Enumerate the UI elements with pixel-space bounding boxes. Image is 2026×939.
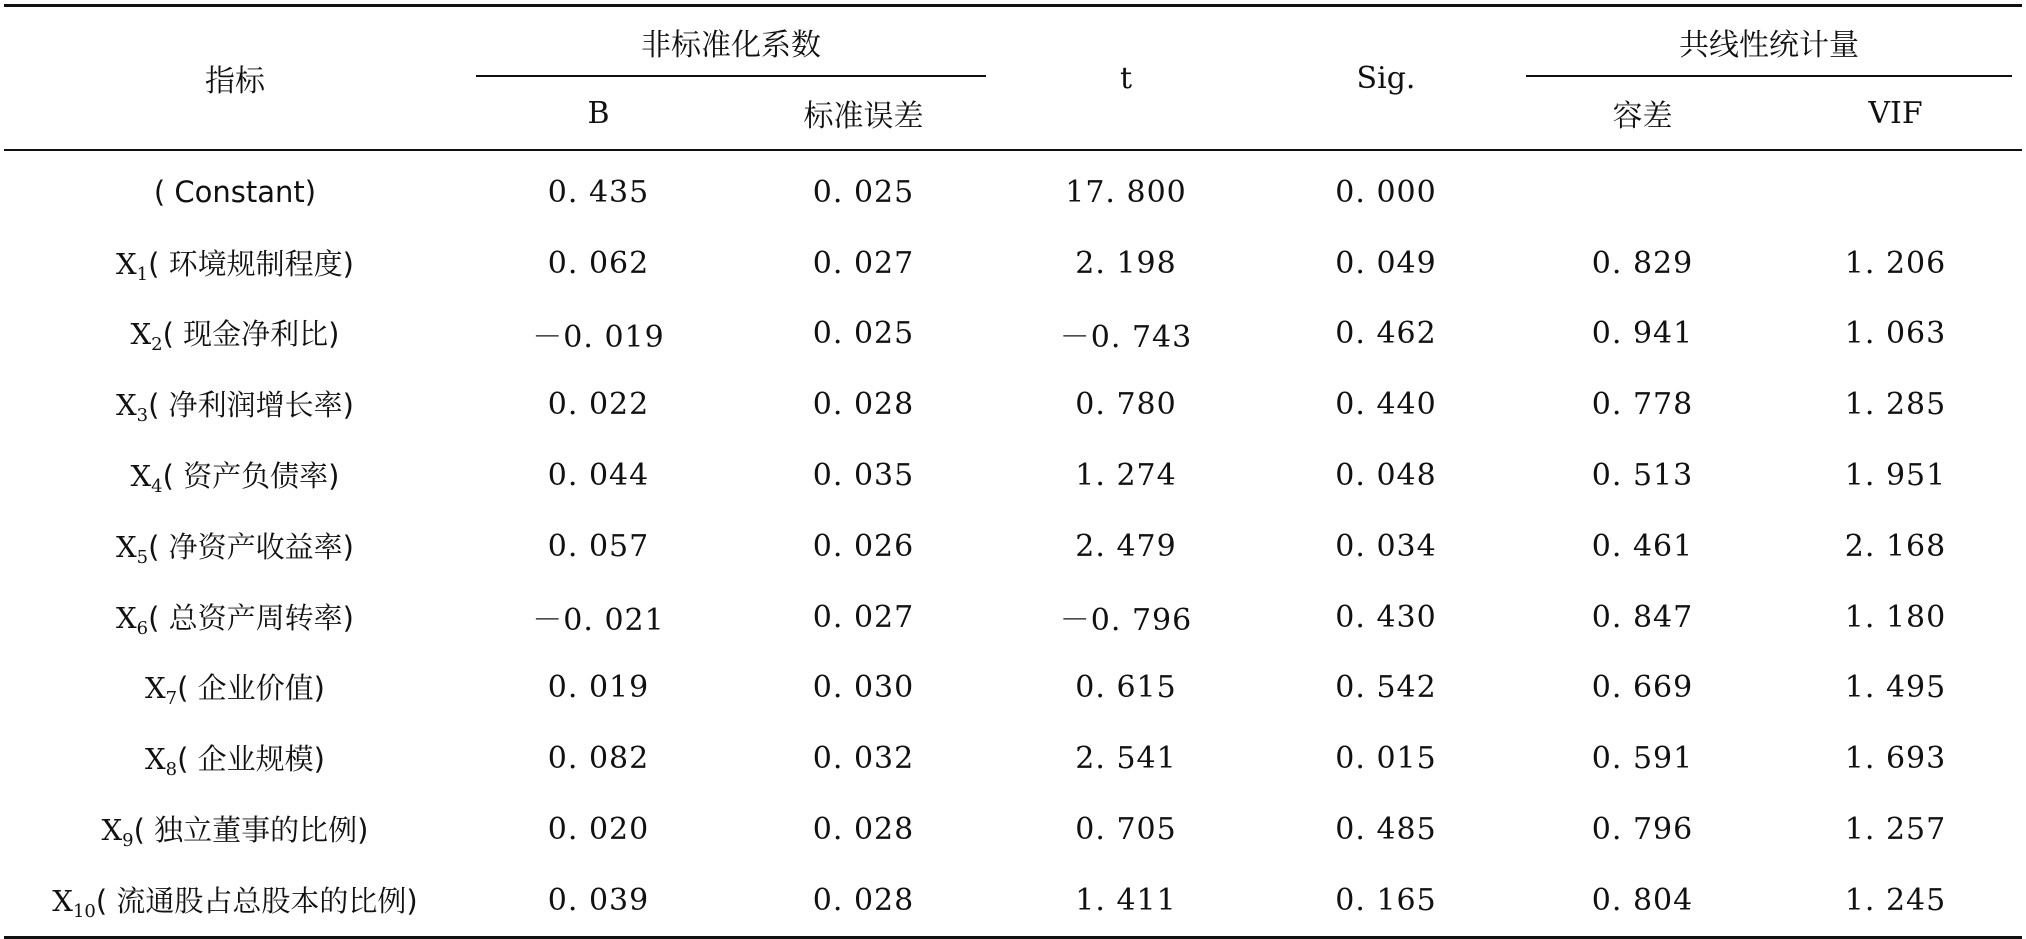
b-value: 0. 082 xyxy=(547,741,650,777)
indicator-name: ( Constant) xyxy=(153,175,317,210)
tolerance-header: 容差 xyxy=(1516,77,1769,150)
tolerance-value: 0. 669 xyxy=(1591,670,1694,706)
header-rule xyxy=(476,75,986,77)
table-row xyxy=(4,228,2022,299)
t-header: t xyxy=(996,6,1256,151)
tolerance-value: 0. 513 xyxy=(1591,458,1694,494)
indicator-cell xyxy=(4,299,466,370)
tolerance-value: 0. 796 xyxy=(1591,812,1694,848)
vif-value: 1. 245 xyxy=(1769,865,2022,937)
t-value: 0. 705 xyxy=(1075,812,1177,848)
variable-symbol: X xyxy=(116,600,137,635)
indicator-name: ( 现金净利比) xyxy=(162,317,340,352)
table-row xyxy=(4,369,2022,440)
indicator-cell xyxy=(4,228,466,299)
collinearity-statistics-label: 共线性统计量 xyxy=(1679,28,1859,63)
b-header: B xyxy=(466,77,731,150)
tolerance-value: 0. 461 xyxy=(1591,528,1694,564)
variable-subscript: 8 xyxy=(165,759,178,781)
table-row xyxy=(4,653,2022,724)
sig-value: 0. 430 xyxy=(1335,599,1437,635)
t-value: －0. 743 xyxy=(1059,319,1193,355)
b-value: 0. 435 xyxy=(547,174,650,210)
unstandardized-coefficients-header xyxy=(466,6,996,78)
variable-symbol: X xyxy=(116,246,137,281)
variable-subscript: 7 xyxy=(165,688,178,710)
indicator-name: ( 独立董事的比例) xyxy=(133,813,369,848)
indicator-cell xyxy=(4,653,466,724)
t-value: －0. 796 xyxy=(1059,603,1193,639)
variable-subscript: 10 xyxy=(72,900,96,922)
tolerance-value: 0. 847 xyxy=(1591,599,1694,635)
table-row xyxy=(4,440,2022,511)
variable-subscript: 3 xyxy=(136,405,149,427)
std-error-value: 0. 025 xyxy=(812,316,915,352)
vif-value: 1. 495 xyxy=(1844,670,1947,706)
t-value: 2. 198 xyxy=(1075,245,1177,281)
indicator-cell xyxy=(4,369,466,440)
std-error-value: 0. 028 xyxy=(812,387,915,423)
table-row xyxy=(4,582,2022,653)
std-error-value: 0. 026 xyxy=(812,528,915,564)
variable-subscript: 4 xyxy=(151,476,163,498)
variable-subscript: 5 xyxy=(136,546,149,568)
std-error-value: 0. 028 xyxy=(812,812,915,848)
vif-value: 1. 285 xyxy=(1844,387,1947,423)
table-row xyxy=(4,150,2022,228)
t-value: 1. 411 xyxy=(996,865,1256,937)
table-body xyxy=(4,150,2022,937)
unstandardized-coefficients-label: 非标准化系数 xyxy=(641,28,821,63)
collinearity-statistics-header xyxy=(1516,6,2022,78)
sig-value: 0. 542 xyxy=(1335,670,1437,706)
t-value: 17. 800 xyxy=(1065,174,1187,210)
std-error-value: 0. 027 xyxy=(812,599,915,635)
tolerance-value xyxy=(1516,150,1769,228)
sig-value: 0. 440 xyxy=(1335,387,1437,423)
variable-symbol: X xyxy=(52,883,73,918)
table-row xyxy=(4,865,2022,937)
header-rule xyxy=(1526,75,2012,77)
b-value: 0. 062 xyxy=(547,245,650,281)
std-error-value: 0. 027 xyxy=(812,245,915,281)
b-value: 0. 022 xyxy=(547,387,650,423)
vif-header: VIF xyxy=(1769,77,2022,150)
vif-value: 1. 951 xyxy=(1844,458,1947,494)
indicator-name: ( 总资产周转率) xyxy=(148,600,354,635)
variable-subscript: 6 xyxy=(136,617,149,639)
indicator-cell xyxy=(4,511,466,582)
tolerance-value: 0. 591 xyxy=(1591,741,1694,777)
sig-value: 0. 000 xyxy=(1335,174,1437,210)
std-error-value: 0. 028 xyxy=(731,865,996,937)
tolerance-value: 0. 829 xyxy=(1591,245,1694,281)
table-row xyxy=(4,723,2022,794)
vif-value xyxy=(1769,150,2022,228)
indicator-name: ( 净利润增长率) xyxy=(148,388,354,423)
std-error-value: 0. 030 xyxy=(812,670,915,706)
sig-header: Sig. xyxy=(1256,6,1516,151)
table-row xyxy=(4,794,2022,865)
sig-value: 0. 034 xyxy=(1335,528,1437,564)
t-value: 0. 780 xyxy=(1075,387,1177,423)
indicator-cell xyxy=(4,150,466,228)
std-error-value: 0. 025 xyxy=(812,174,915,210)
indicator-cell xyxy=(4,723,466,794)
indicator-name: ( 流通股占总股本的比例) xyxy=(95,883,418,918)
vif-value: 2. 168 xyxy=(1844,528,1947,564)
indicator-cell xyxy=(4,440,466,511)
t-value: 2. 541 xyxy=(1075,741,1177,777)
variable-symbol: X xyxy=(116,529,137,564)
b-value: 0. 039 xyxy=(466,865,731,937)
vif-value: 1. 693 xyxy=(1844,741,1947,777)
indicator-cell xyxy=(4,794,466,865)
sig-value: 0. 049 xyxy=(1335,245,1437,281)
std-error-value: 0. 032 xyxy=(812,741,915,777)
variable-symbol: X xyxy=(145,671,166,706)
b-value: 0. 019 xyxy=(547,670,650,706)
variable-symbol: X xyxy=(145,742,166,777)
sig-value: 0. 015 xyxy=(1335,741,1437,777)
indicator-cell xyxy=(4,582,466,653)
variable-subscript: 1 xyxy=(136,263,149,285)
tolerance-value: 0. 804 xyxy=(1516,865,1769,937)
variable-symbol: X xyxy=(130,459,152,494)
std-error-header: 标准误差 xyxy=(731,77,996,150)
sig-value: 0. 462 xyxy=(1335,316,1437,352)
sig-value: 0. 165 xyxy=(1256,865,1516,937)
b-value: －0. 019 xyxy=(532,319,665,355)
indicator-header: 指标 xyxy=(4,6,466,151)
variable-symbol: X xyxy=(130,317,152,352)
vif-value: 1. 180 xyxy=(1844,599,1947,635)
table-row xyxy=(4,511,2022,582)
t-value: 2. 479 xyxy=(1075,528,1177,564)
indicator-name: ( 资产负债率) xyxy=(162,459,340,494)
vif-value: 1. 257 xyxy=(1844,812,1947,848)
table-row xyxy=(4,299,2022,370)
variable-symbol: X xyxy=(116,388,137,423)
sig-value: 0. 048 xyxy=(1335,458,1437,494)
indicator-name: ( 环境规制程度) xyxy=(148,246,354,281)
sig-value: 0. 485 xyxy=(1335,812,1437,848)
t-value: 0. 615 xyxy=(1075,670,1177,706)
b-value: 0. 057 xyxy=(547,528,650,564)
indicator-cell xyxy=(4,865,466,937)
table-header xyxy=(4,6,2022,151)
variable-symbol: X xyxy=(101,813,123,848)
tolerance-value: 0. 941 xyxy=(1591,316,1694,352)
b-value: －0. 021 xyxy=(532,603,665,639)
indicator-name: ( 企业价值) xyxy=(177,671,325,706)
indicator-name: ( 企业规模) xyxy=(177,742,325,777)
vif-value: 1. 206 xyxy=(1844,245,1947,281)
variable-subscript: 9 xyxy=(122,830,134,852)
b-value: 0. 044 xyxy=(547,458,650,494)
std-error-value: 0. 035 xyxy=(812,458,915,494)
tolerance-value: 0. 778 xyxy=(1591,387,1694,423)
b-value: 0. 020 xyxy=(547,812,650,848)
vif-value: 1. 063 xyxy=(1844,316,1947,352)
indicator-name: ( 净资产收益率) xyxy=(148,529,354,564)
variable-subscript: 2 xyxy=(151,334,163,356)
t-value: 1. 274 xyxy=(1075,458,1177,494)
regression-table xyxy=(4,4,2022,939)
